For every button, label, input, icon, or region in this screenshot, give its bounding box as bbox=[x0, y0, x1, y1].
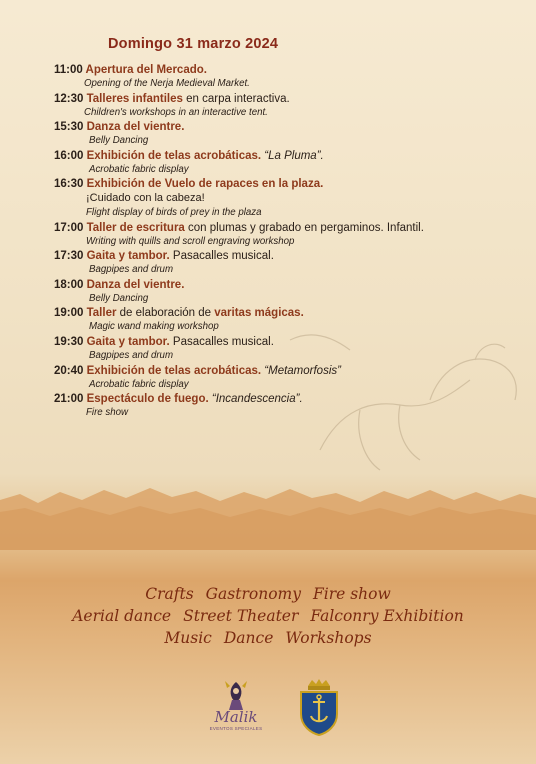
event-time: 11:00 bbox=[54, 64, 86, 76]
event-title-line bbox=[54, 92, 524, 106]
feature-item: Aerial dance bbox=[72, 607, 172, 625]
event-english-note: Acrobatic fabric display bbox=[89, 378, 189, 390]
event-title-text: Pasacalles musical. bbox=[169, 250, 274, 263]
event-date-title: Domingo 31 marzo 2024 bbox=[108, 36, 279, 52]
event-title-text: con plumas y grabado en pergaminos. Infantil. bbox=[184, 221, 424, 234]
feature-item: Dance bbox=[223, 629, 274, 647]
schedule-event bbox=[54, 392, 524, 421]
event-english-note: Acrobatic fabric display bbox=[89, 163, 189, 175]
event-time: 17:30 bbox=[54, 250, 87, 263]
event-title-text: de elaboración de bbox=[116, 307, 215, 320]
event-time: 15:30 bbox=[54, 121, 87, 134]
malik-logo-name: Malik bbox=[214, 708, 258, 726]
event-title-text: Exhibición de telas acrobáticas. bbox=[86, 364, 262, 377]
schedule-event bbox=[54, 177, 524, 220]
feature-item: Street Theater bbox=[183, 607, 299, 625]
event-time: 19:00 bbox=[54, 307, 87, 320]
event-title-line bbox=[54, 249, 524, 263]
event-title-line bbox=[54, 278, 524, 292]
event-title-text: Espectáculo de fuego. bbox=[86, 393, 209, 406]
event-time: 16:30 bbox=[54, 178, 87, 191]
malik-logo-tagline: EVENTOS SPECIALES bbox=[209, 726, 263, 731]
event-time: 18:00 bbox=[54, 278, 87, 291]
event-english-note: Flight display of birds of prey in the plaza bbox=[86, 206, 262, 218]
event-title-text: “Incandescencia”. bbox=[208, 393, 303, 406]
torn-paper-edge bbox=[0, 470, 536, 550]
event-title-text: Talleres infantiles bbox=[86, 92, 183, 105]
event-title-text: varitas mágicas. bbox=[214, 307, 304, 320]
event-english-note: Fire show bbox=[86, 407, 128, 419]
event-title-line bbox=[54, 306, 524, 320]
event-title-line bbox=[54, 335, 524, 349]
features-list bbox=[0, 583, 536, 649]
schedule-event bbox=[54, 306, 524, 335]
feature-item: Crafts bbox=[145, 585, 194, 603]
event-title-text: Apertura del Mercado. bbox=[85, 64, 207, 76]
event-title-text: en carpa interactiva. bbox=[182, 92, 290, 105]
event-title-text: “La Pluma”. bbox=[261, 149, 324, 162]
schedule-event bbox=[54, 120, 524, 149]
event-time: 16:00 bbox=[54, 149, 87, 162]
event-title-text: Taller de escritura bbox=[86, 221, 185, 234]
event-title-line bbox=[54, 149, 524, 163]
feature-item: Music bbox=[164, 629, 212, 647]
event-title-text: “Metamorfosis” bbox=[261, 364, 341, 377]
features-row bbox=[0, 627, 536, 649]
municipal-shield-icon bbox=[296, 678, 342, 736]
schedule-list bbox=[54, 63, 524, 421]
event-english-note: Magic wand making workshop bbox=[89, 321, 219, 333]
event-english-note: Belly Dancing bbox=[89, 135, 149, 147]
event-title-line bbox=[54, 221, 524, 235]
event-english-note: Bagpipes and drum bbox=[89, 264, 174, 276]
event-english-note: Opening of the Nerja Medieval Market. bbox=[84, 78, 250, 89]
event-title-text: Taller bbox=[86, 307, 117, 320]
event-subtitle: ¡Cuidado con la cabeza! bbox=[86, 192, 205, 205]
schedule-event bbox=[54, 63, 524, 92]
event-english-note: Belly Dancing bbox=[89, 292, 149, 304]
feature-item: Workshops bbox=[285, 629, 372, 647]
features-row bbox=[0, 605, 536, 627]
event-title-line bbox=[54, 392, 524, 406]
event-time: 12:30 bbox=[54, 92, 87, 105]
event-title-line bbox=[54, 120, 524, 134]
schedule-event bbox=[54, 92, 524, 121]
schedule-event bbox=[54, 278, 524, 307]
event-title-text: Gaita y tambor. bbox=[86, 335, 170, 348]
event-english-note: Children's workshops in an interactive tent. bbox=[84, 106, 268, 118]
schedule-event bbox=[54, 221, 524, 250]
event-english-note: Bagpipes and drum bbox=[89, 349, 174, 361]
event-title-line bbox=[54, 364, 524, 378]
event-title-text: Exhibición de Vuelo de rapaces en la plaza. bbox=[86, 178, 324, 191]
malik-logo bbox=[205, 678, 267, 746]
event-title-text: Danza del vientre. bbox=[86, 121, 185, 134]
event-time: 20:40 bbox=[54, 364, 87, 377]
event-time: 21:00 bbox=[54, 393, 87, 406]
schedule-event bbox=[54, 364, 524, 393]
feature-item: Falconry Exhibition bbox=[310, 607, 464, 625]
schedule-event bbox=[54, 149, 524, 178]
event-title-line bbox=[54, 63, 524, 77]
event-title-text: Gaita y tambor. bbox=[86, 250, 170, 263]
event-title-text: Pasacalles musical. bbox=[169, 335, 274, 348]
schedule-event bbox=[54, 249, 524, 278]
schedule-event bbox=[54, 335, 524, 364]
feature-item: Gastronomy bbox=[205, 585, 301, 603]
feature-item: Fire show bbox=[313, 585, 391, 603]
event-title-line bbox=[54, 177, 524, 191]
jester-icon bbox=[205, 678, 267, 712]
event-time: 19:30 bbox=[54, 335, 87, 348]
event-time: 17:00 bbox=[54, 221, 87, 234]
event-english-note: Writing with quills and scroll engraving workshop bbox=[86, 235, 295, 247]
features-row bbox=[0, 583, 536, 605]
event-title-text: Danza del vientre. bbox=[86, 278, 185, 291]
event-title-text: Exhibición de telas acrobáticas. bbox=[86, 149, 262, 162]
